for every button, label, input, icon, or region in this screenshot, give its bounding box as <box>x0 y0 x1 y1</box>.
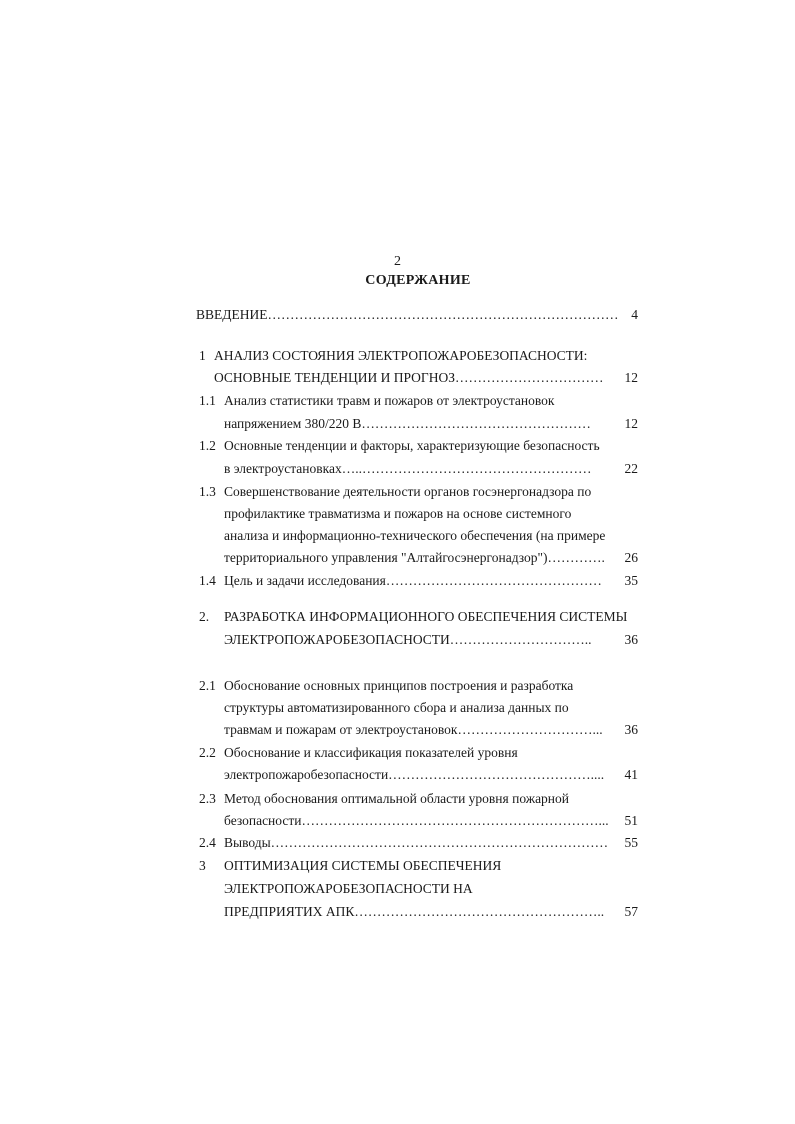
toc-entry-2-3-line2: безопасности…………………………………………………………... <box>224 813 609 828</box>
toc-entry-2-1-line3: травмам и пожарам от электроустановок…………………………... <box>224 722 603 737</box>
toc-entry-intro: ВВЕДЕНИЕ…………………………………………………………………… <box>196 307 619 322</box>
toc-entry-2-2-line2: электропожаробезопасности……………………………………….... <box>224 767 605 782</box>
toc-entry-1-3-line2: профилактике травматизма и пожаров на основе системного <box>224 506 572 521</box>
toc-entry-ch3-line2: ЭЛЕКТРОПОЖАРОБЕЗОПАСНОСТИ НА <box>224 881 473 896</box>
toc-num-1-4: 1.4 <box>199 573 216 588</box>
toc-entry-1-1-line1: Анализ статистики травм и пожаров от электроустановок <box>224 393 555 408</box>
toc-entry-ch1-line1: АНАЛИЗ СОСТОЯНИЯ ЭЛЕКТРОПОЖАРОБЕЗОПАСНОСТИ: <box>214 348 588 363</box>
toc-entry-1-3-line1: Совершенствование деятельности органов госэнергонадзора по <box>224 484 592 499</box>
toc-entry-1-2-line2: в электроустановках…..…………………………………………… <box>224 461 592 476</box>
toc-num-ch3: 3 <box>199 858 206 873</box>
toc-entry-2-4-line1: Выводы………………………………………………………………… <box>224 835 609 850</box>
toc-entry-1-1-line2: напряжением 380/220 В…………………………………………… <box>224 416 591 431</box>
toc-page-1-2: 22 <box>624 461 638 476</box>
toc-page-2-2: 41 <box>624 767 638 782</box>
toc-page-2-3: 51 <box>624 813 638 828</box>
toc-title: СОДЕРЖАНИЕ <box>365 273 471 288</box>
toc-num-2-3: 2.3 <box>199 791 216 806</box>
toc-entry-1-3-line4: территориального управления "Алтайгосэнергонадзор")…………. <box>224 550 605 565</box>
toc-entry-ch2-line2: ЭЛЕКТРОПОЖАРОБЕЗОПАСНОСТИ………………………….. <box>224 632 592 647</box>
toc-page-ch2: 36 <box>624 632 638 647</box>
toc-num-ch1: 1 <box>199 348 206 363</box>
toc-num-1-1: 1.1 <box>199 393 216 408</box>
toc-page-intro: 4 <box>631 307 638 322</box>
toc-page-1-4: 35 <box>624 573 638 588</box>
toc-entry-1-3-line3: анализа и информационно-технического обеспечения (на примере <box>224 528 606 543</box>
page-number: 2 <box>394 254 401 269</box>
toc-num-1-3: 1.3 <box>199 484 216 499</box>
toc-entry-2-1-line1: Обоснование основных принципов построения и разработка <box>224 678 574 693</box>
toc-num-2-1: 2.1 <box>199 678 216 693</box>
toc-entry-ch1-line2: ОСНОВНЫЕ ТЕНДЕНЦИИ И ПРОГНОЗ…………………………… <box>214 370 604 385</box>
toc-num-ch2: 2. <box>199 609 210 624</box>
toc-entry-1-4-line1: Цель и задачи исследования………………………………………… <box>224 573 602 588</box>
toc-entry-2-1-line2: структуры автоматизированного сбора и анализа данных по <box>224 700 569 715</box>
toc-entry-ch3-line1: ОПТИМИЗАЦИЯ СИСТЕМЫ ОБЕСПЕЧЕНИЯ <box>224 858 502 873</box>
toc-entry-ch3-line3: ПРЕДПРИЯТИХ АПК……………………………………………….. <box>224 904 605 919</box>
toc-page-1-3: 26 <box>624 550 638 565</box>
toc-entry-2-3-line1: Метод обоснования оптимальной области уровня пожарной <box>224 791 570 806</box>
toc-page-2-1: 36 <box>624 722 638 737</box>
toc-page-1-1: 12 <box>624 416 638 431</box>
toc-entry-2-2-line1: Обоснование и классификация показателей уровня <box>224 745 518 760</box>
toc-num-2-2: 2.2 <box>199 745 216 760</box>
toc-entry-1-2-line1: Основные тенденции и факторы, характеризующие безопасность <box>224 438 600 453</box>
toc-entry-ch2-line1: РАЗРАБОТКА ИНФОРМАЦИОННОГО ОБЕСПЕЧЕНИЯ СИСТЕМЫ <box>224 609 628 624</box>
toc-num-2-4: 2.4 <box>199 835 216 850</box>
toc-page-2-4: 55 <box>624 835 638 850</box>
toc-page-ch3: 57 <box>624 904 638 919</box>
toc-page-ch1: 12 <box>624 370 638 385</box>
toc-num-1-2: 1.2 <box>199 438 216 453</box>
